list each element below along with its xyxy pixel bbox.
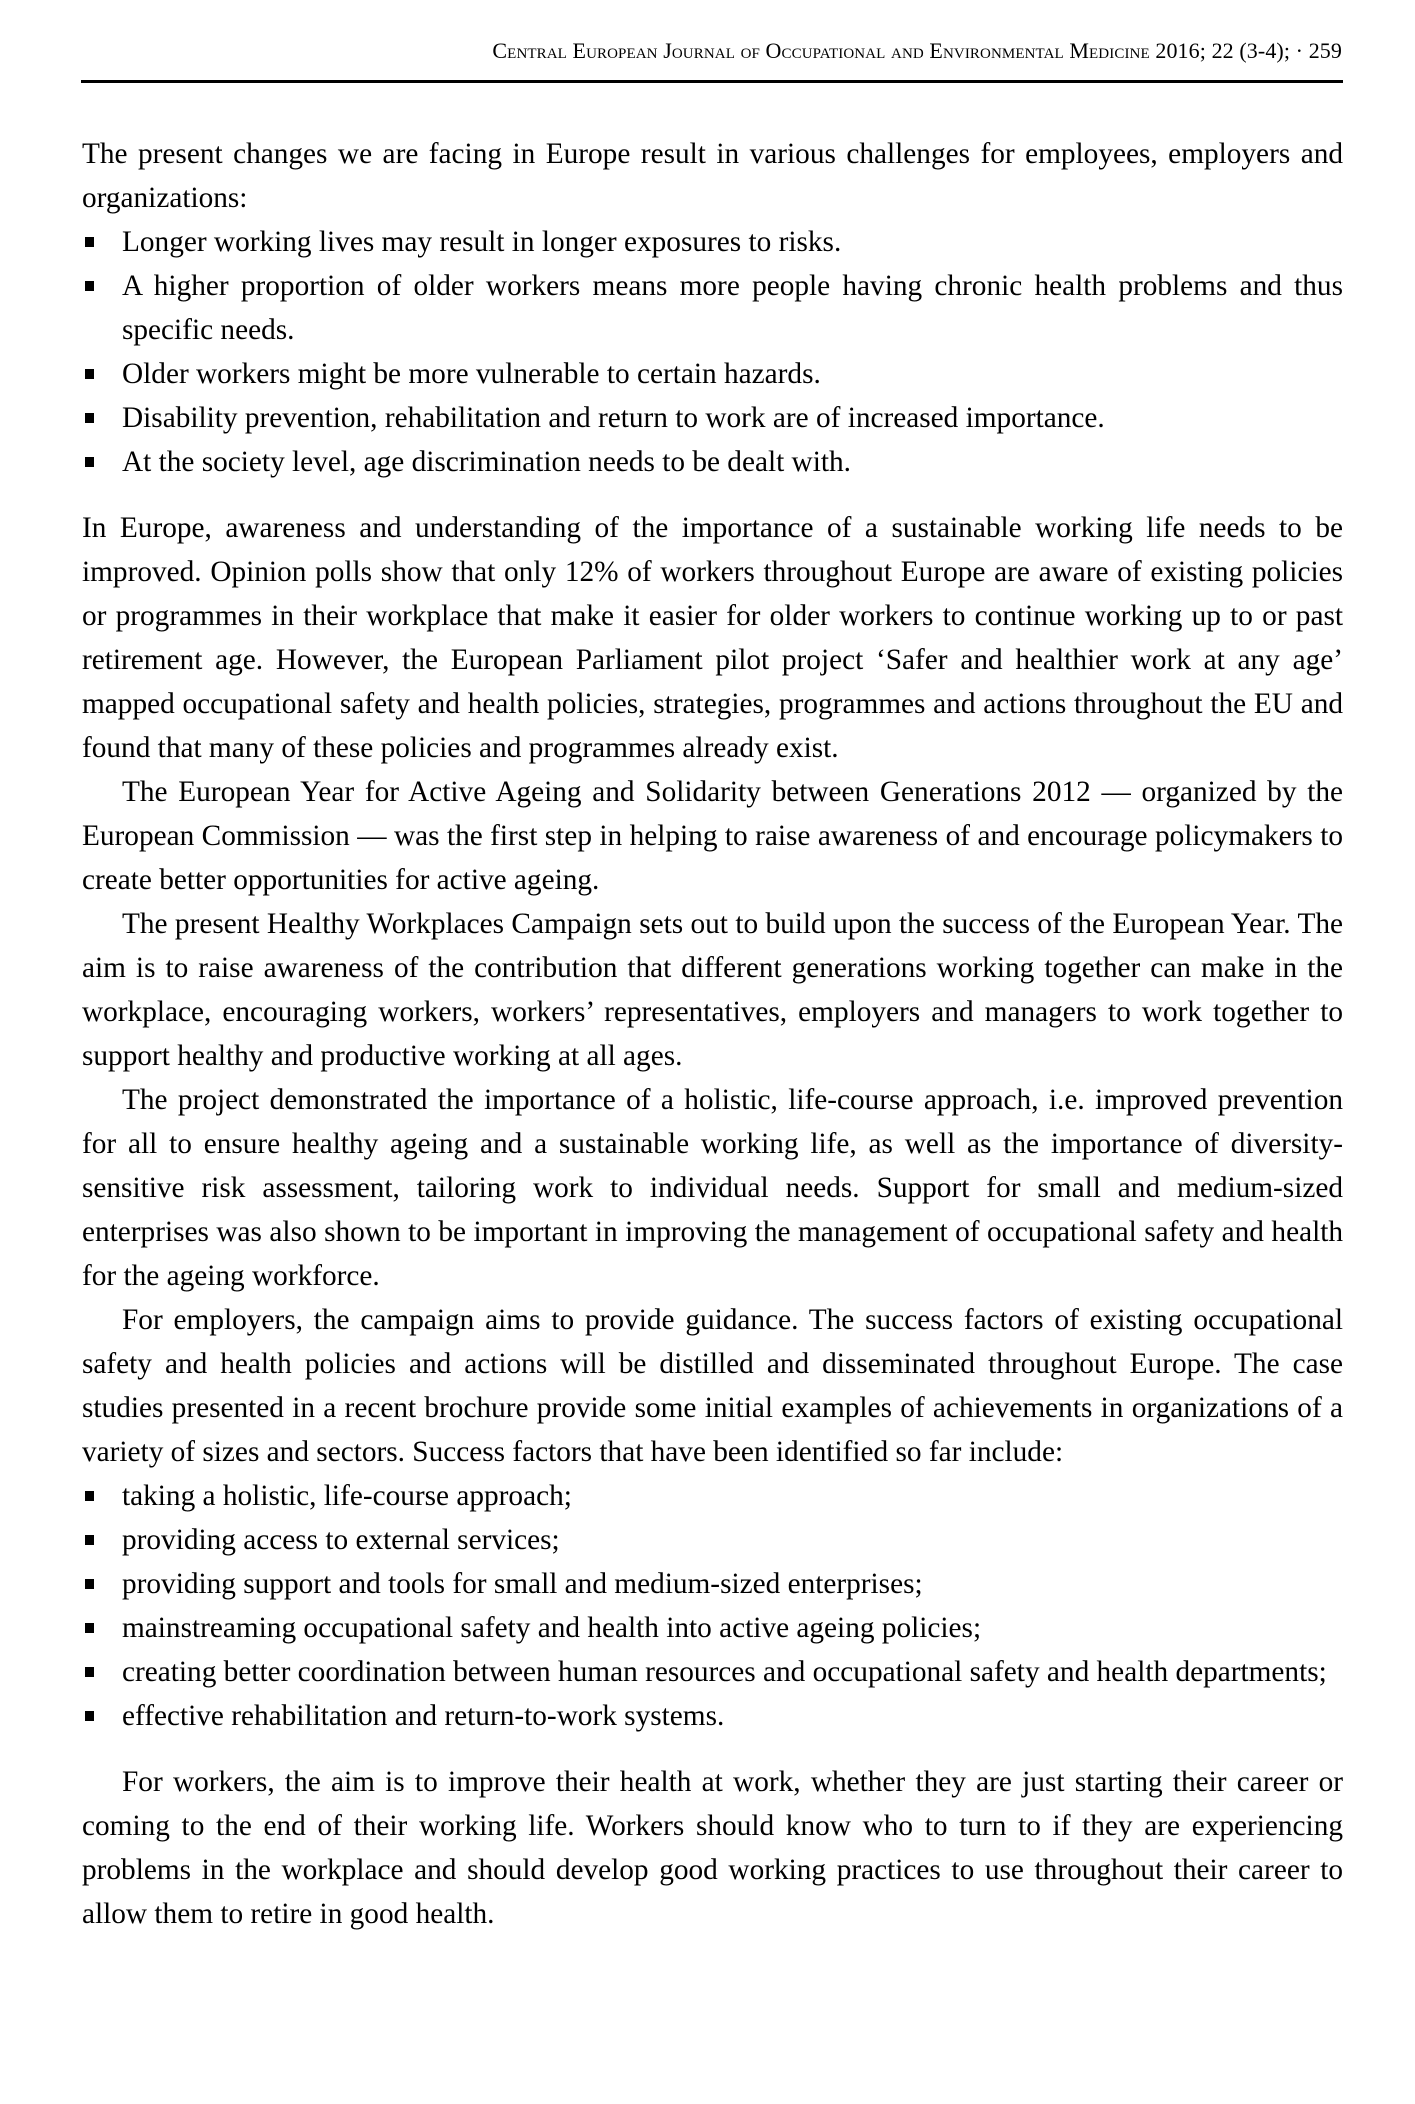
journal-title: Central European Journal of Occupational and Environmental Medicine bbox=[492, 38, 1150, 63]
list-item-text: Disability prevention, rehabilitation and return to work are of increased importance. bbox=[122, 402, 1105, 434]
list-item-text: creating better coordination between human resources and occupational safety and health departments; bbox=[122, 1656, 1327, 1688]
bullet-square-icon bbox=[85, 1623, 94, 1633]
list-item bbox=[82, 1650, 1343, 1694]
bullet-square-icon bbox=[85, 1667, 94, 1677]
running-header bbox=[81, 36, 1342, 66]
bullet-square-icon bbox=[85, 1535, 94, 1545]
intro-paragraph: The present changes we are facing in Europe result in various challenges for employees, employers and organizations: bbox=[82, 138, 1343, 214]
list-item-text: mainstreaming occupational safety and health into active ageing policies; bbox=[122, 1612, 982, 1644]
list-item-text: Longer working lives may result in longer exposures to risks. bbox=[122, 226, 842, 258]
paragraph-workers: For workers, the aim is to improve their health at work, whether they are just starting their career or coming to the end of their working life. Workers should know who to turn to if they are experiencing problems in the workplace and should develop good working practices to use throughout their career to allow them to retire in good health. bbox=[82, 1766, 1343, 1930]
list-item-text: Older workers might be more vulnerable to certain hazards. bbox=[122, 358, 821, 390]
success-factors-list bbox=[82, 1474, 1343, 1738]
article-body bbox=[82, 132, 1343, 1936]
section-gap bbox=[82, 484, 1343, 506]
list-item-text: providing support and tools for small and medium-sized enterprises; bbox=[122, 1568, 923, 1600]
section-gap bbox=[82, 1738, 1343, 1760]
list-item-text: A higher proportion of older workers means more people having chronic health problems and thus specific needs. bbox=[122, 270, 1343, 346]
list-item-text: providing access to external services; bbox=[122, 1524, 560, 1556]
list-item bbox=[82, 1518, 1343, 1562]
list-item bbox=[82, 264, 1343, 352]
list-item-text: At the society level, age discrimination needs to be dealt with. bbox=[122, 446, 851, 478]
paragraph-employers: For employers, the campaign aims to provide guidance. The success factors of existing occupational safety and health policies and actions will be distilled and disseminated throughout Europe. The case studies presented in a recent brochure provide some initial examples of achievements in organizations of a variety of sizes and sectors. Success factors that have been identified so far include: bbox=[82, 1304, 1343, 1468]
paragraph-project: The project demonstrated the importance of a holistic, life-course approach, i.e. improved prevention for all to ensure healthy ageing and a sustainable working life, as well as the importance of diversity-sensitive risk assessment, tailoring work to individual needs. Support for small and medium-sized enterprises was also shown to be important in improving the management of occupational safety and health for the ageing workforce. bbox=[82, 1084, 1343, 1292]
list-item bbox=[82, 440, 1343, 484]
list-item-text: taking a holistic, life-course approach; bbox=[122, 1480, 572, 1512]
list-item bbox=[82, 1474, 1343, 1518]
paragraph-european-year: The European Year for Active Ageing and Solidarity between Generations 2012 — organized by the European Commission — was the first step in helping to raise awareness of and encourage policymakers to create better opportunities for active ageing. bbox=[82, 776, 1343, 896]
citation: 2016; 22 (3-4); · 259 bbox=[1155, 38, 1342, 63]
bullet-square-icon bbox=[85, 237, 94, 247]
bullet-square-icon bbox=[85, 1491, 94, 1501]
paragraph-awareness: In Europe, awareness and understanding of the importance of a sustainable working life needs to be improved. Opinion polls show that only 12% of workers throughout Europe are aware of existing policies or programmes in their workplace that make it easier for older workers to continue working up to or past retirement age. However, the European Parliament pilot project ‘Safer and healthier work at any age’ mapped occupational safety and health policies, strategies, programmes and actions throughout the EU and found that many of these policies and programmes already exist. bbox=[82, 512, 1343, 764]
bullet-square-icon bbox=[85, 413, 94, 423]
bullet-square-icon bbox=[85, 281, 94, 291]
list-item bbox=[82, 352, 1343, 396]
list-item bbox=[82, 1562, 1343, 1606]
bullet-square-icon bbox=[85, 457, 94, 467]
list-item-text: effective rehabilitation and return-to-work systems. bbox=[122, 1700, 725, 1732]
bullet-square-icon bbox=[85, 1579, 94, 1589]
list-item bbox=[82, 1694, 1343, 1738]
list-item bbox=[82, 1606, 1343, 1650]
challenges-list bbox=[82, 220, 1343, 484]
bullet-square-icon bbox=[85, 369, 94, 379]
header-rule bbox=[81, 80, 1343, 83]
list-item bbox=[82, 396, 1343, 440]
paragraph-campaign: The present Healthy Workplaces Campaign sets out to build upon the success of the European Year. The aim is to raise awareness of the contribution that different generations working together can make in the workplace, encouraging workers, workers’ representatives, employers and managers to work together to support healthy and productive working at all ages. bbox=[82, 908, 1343, 1072]
bullet-square-icon bbox=[85, 1711, 94, 1721]
list-item bbox=[82, 220, 1343, 264]
